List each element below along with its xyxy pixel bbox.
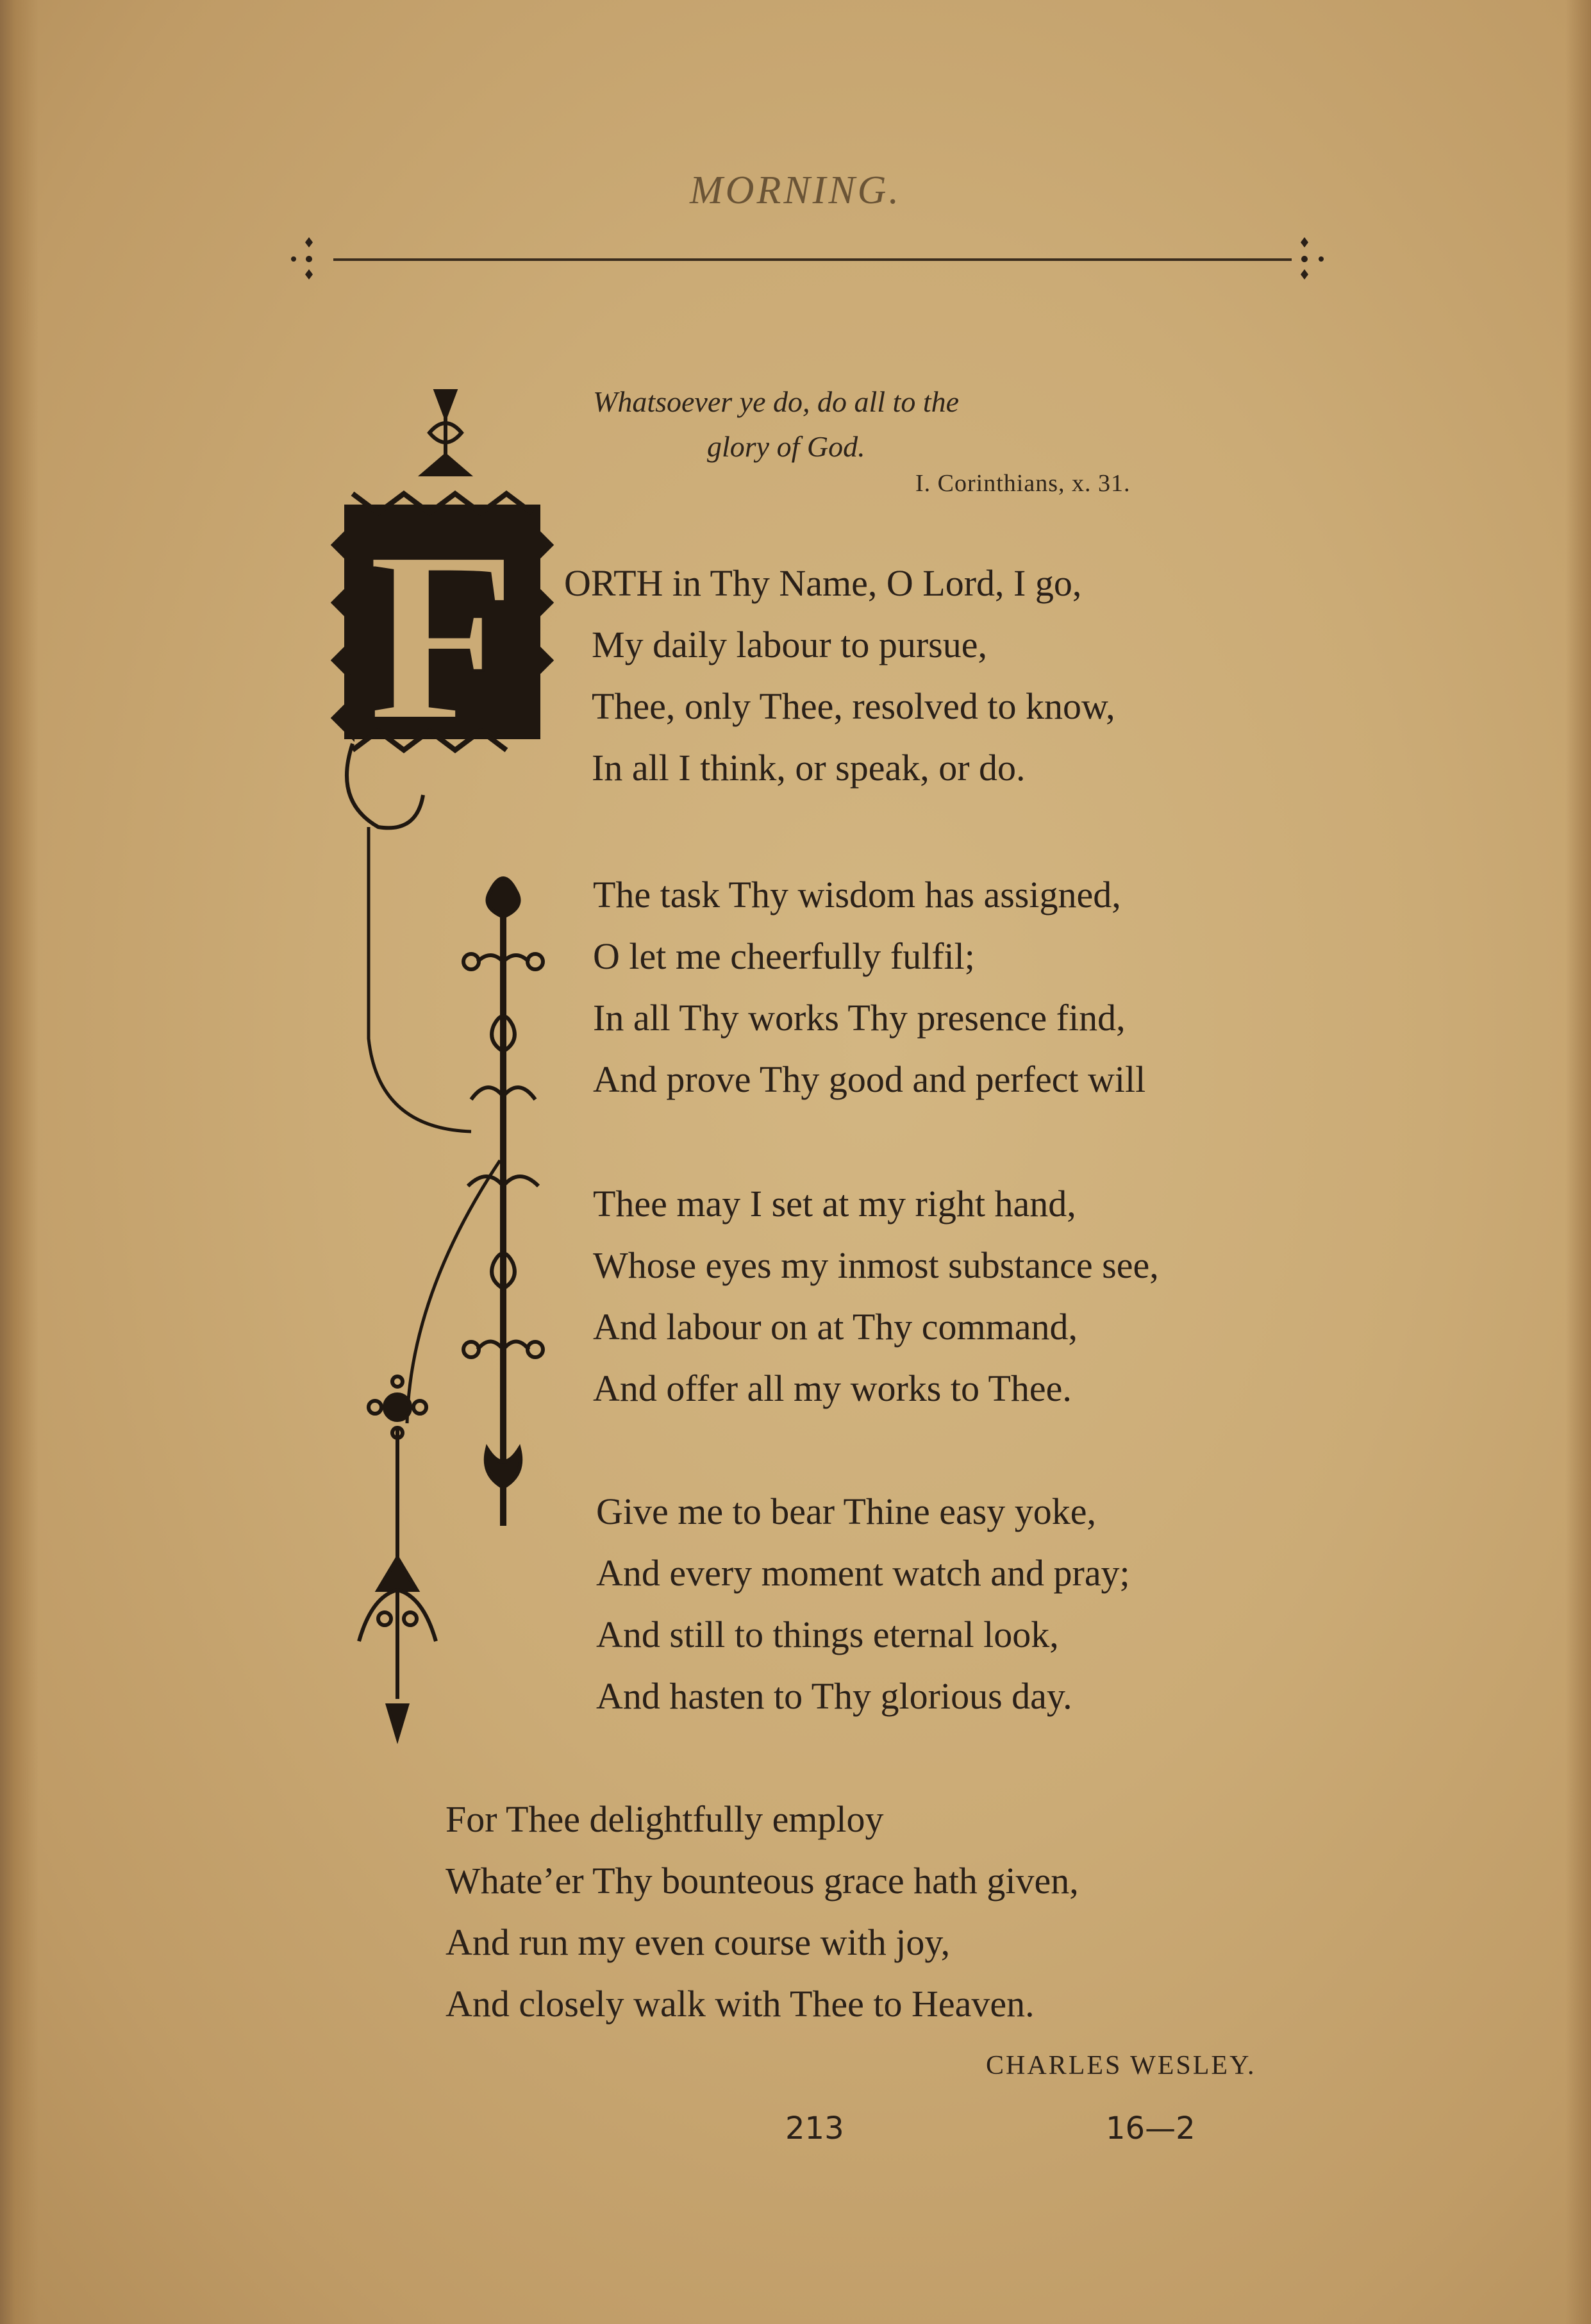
verse-line: And hasten to Thy glorious day.: [596, 1675, 1072, 1717]
verse-line: Whose eyes my inmost substance see,: [593, 1244, 1159, 1286]
verse-line: And offer all my works to Thee.: [593, 1367, 1072, 1409]
verse-line: And still to things eternal look,: [596, 1614, 1059, 1655]
drop-cap-ornament-icon: [308, 385, 577, 1757]
verse-line: ORTH in Thy Name, O Lord, I go,: [564, 562, 1082, 604]
verse-line: In all Thy works Thy presence find,: [593, 997, 1126, 1039]
stanza: [564, 553, 1115, 799]
header-rule: [333, 258, 1292, 261]
epigraph-line: Whatsoever ye do, do all to the: [593, 385, 960, 418]
verse-line: And labour on at Thy command,: [593, 1306, 1078, 1348]
author-name: CHARLES WESLEY.: [986, 2051, 1256, 2080]
epigraph-line: glory of God.: [707, 430, 865, 463]
verse-line: And closely walk with Thee to Heaven.: [446, 1983, 1035, 2025]
verse-line: The task Thy wisdom has assigned,: [593, 874, 1121, 915]
stanza: [593, 864, 1145, 1110]
verse-line: Thee, only Thee, resolved to know,: [592, 685, 1115, 727]
running-head: MORNING.: [690, 169, 901, 212]
epigraph: [593, 380, 959, 469]
verse-line: O let me cheerfully fulfil;: [593, 935, 975, 977]
verse-line: Give me to bear Thine easy yoke,: [596, 1491, 1097, 1532]
verse-line: And prove Thy good and perfect will: [593, 1058, 1146, 1100]
verse-line: My daily labour to pursue,: [592, 624, 987, 665]
verse-line: And every moment watch and pray;: [596, 1552, 1130, 1594]
page-number: 213: [785, 2111, 844, 2146]
stanza: [446, 1789, 1079, 2035]
verse-line: For Thee delightfully employ: [446, 1798, 884, 1840]
verse-line: And run my even course with joy,: [446, 1921, 951, 1963]
epigraph-citation: I. Corinthians, x. 31.: [915, 470, 1131, 497]
signature-mark: 16—2: [1106, 2111, 1195, 2146]
stanza: [593, 1173, 1159, 1419]
verse-line: In all I think, or speak, or do.: [592, 747, 1026, 789]
rule-ornament-left-icon: [282, 231, 333, 288]
stanza: [596, 1481, 1130, 1727]
verse-line: Whate’er Thy bounteous grace hath given,: [446, 1860, 1079, 1902]
drop-cap-letter: F: [367, 501, 517, 771]
rule-ornament-right-icon: [1279, 231, 1330, 288]
verse-line: Thee may I set at my right hand,: [593, 1183, 1076, 1225]
